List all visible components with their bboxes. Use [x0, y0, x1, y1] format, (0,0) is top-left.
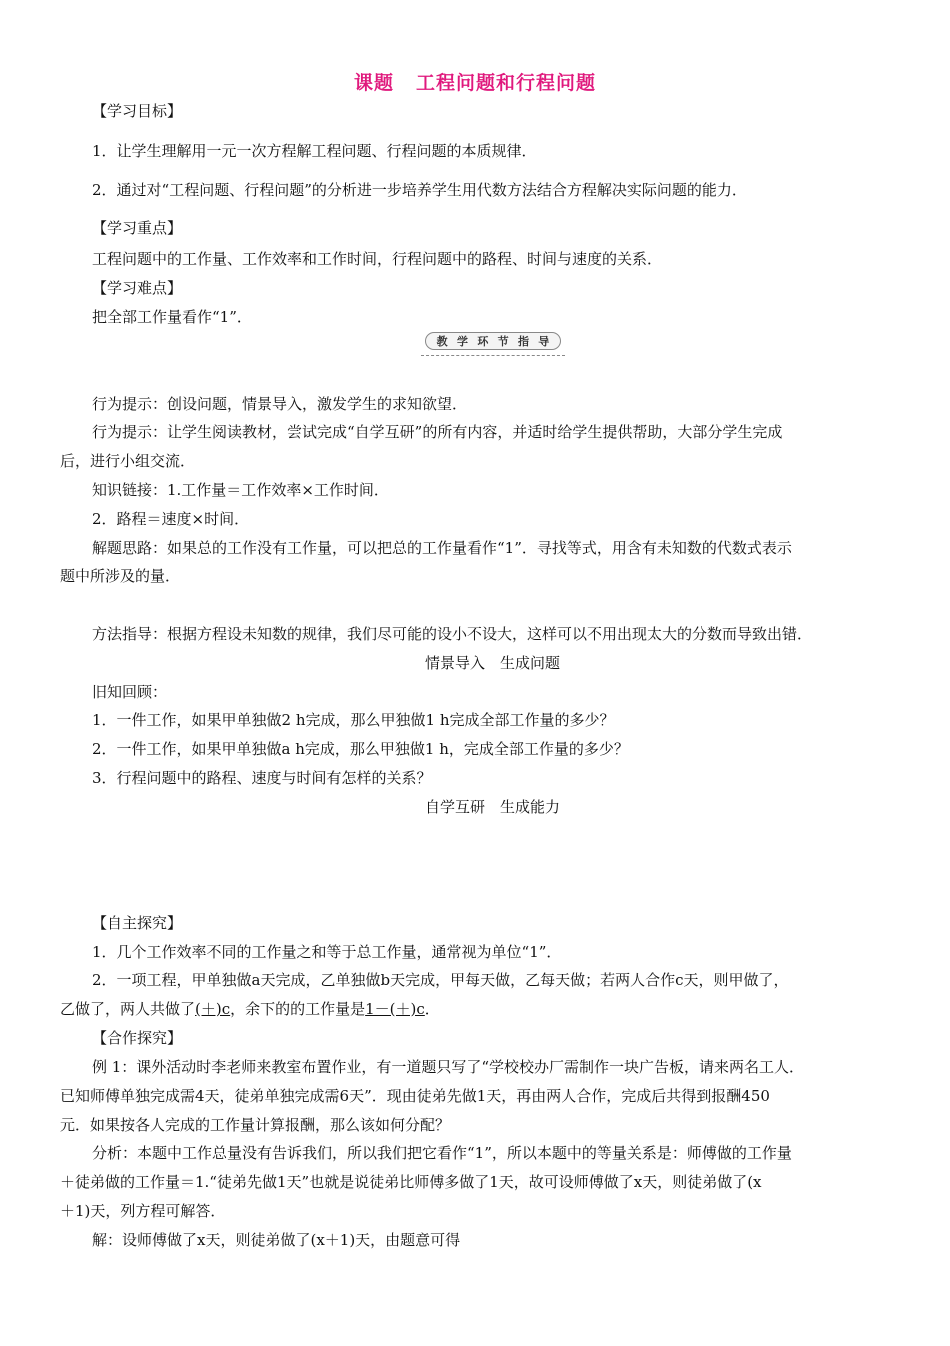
explore-item-2-line1: 2．一项工程，甲单独做a天完成，乙单独做b天完成，甲每天做，乙每天做；若两人合作c天，则甲做了， [92, 971, 789, 989]
badge-dashed-line [421, 355, 565, 356]
analysis-line2: ＋徒弟做的工作量＝1.“徒弟先做1天”也就是说徒弟比师傅多做了1天，故可设师傅做了x天，则徒弟做了(x [60, 1173, 762, 1191]
objective-item-1: 1．让学生理解用一元一次方程解工程问题、行程问题的本质规律． [92, 142, 537, 160]
example1-line3: 元．如果按各人完成的工作量计算报酬，那么该如何分配？ [60, 1116, 451, 1134]
solving-idea-line2: 题中所涉及的量． [60, 567, 181, 585]
knowledge-link-1: 知识链接：1.工作量＝工作效率×工作时间． [92, 481, 389, 499]
title-prefix: 课题 [353, 72, 394, 94]
knowledge-link-2: 2．路程＝速度×时间． [92, 510, 250, 528]
keypoints-heading: 【学习重点】 [92, 219, 183, 237]
review-question-3: 3．行程问题中的路程、速度与时间有怎样的关系？ [92, 769, 432, 787]
review-label: 旧知回顾： [92, 683, 168, 701]
badge-char: 导 [538, 335, 550, 348]
keypoints-text: 工程问题中的工作量、工作效率和工作时间，行程问题中的路程、时间与速度的关系． [92, 250, 663, 268]
answer-blank-1: (＋)c [195, 1000, 231, 1018]
badge-char: 环 [477, 335, 489, 348]
review-question-1: 1．一件工作，如果甲单独做2 h完成，那么甲独做1 h完成全部工作量的多少？ [92, 711, 615, 729]
method-guide: 方法指导：根据方程设未知数的规律，我们尽可能的设小不设大，这样可以不用出现太大的分数而导致出错． [92, 625, 813, 643]
objective-item-2: 2．通过对“工程问题、行程问题”的分析进一步培养学生用代数方法结合方程解决实际问题的能力． [92, 181, 747, 199]
example1-line2: 已知师傅单独完成需4天，徒弟单独完成需6天”．现由徒弟先做1天，再由两人合作，完成后共得到报酬450 [60, 1087, 770, 1105]
explore-heading: 【自主探究】 [92, 914, 183, 932]
answer-blank-2: 1－(＋)c [365, 1000, 425, 1018]
badge-char: 学 [456, 335, 468, 348]
explore-item-1: 1．几个工作效率不同的工作量之和等于总工作量，通常视为单位“1”． [92, 943, 562, 961]
badge-char: 指 [517, 335, 529, 348]
analysis-line1: 分析：本题中工作总量没有告诉我们，所以我们把它看作“1”，所以本题中的等量关系是：师傅做的工作量 [92, 1144, 792, 1162]
teaching-guide-badge [421, 332, 565, 356]
review-question-2: 2．一件工作，如果甲单独做a h完成，那么甲独做1 h，完成全部工作量的多少？ [92, 740, 629, 758]
explore-item-2-line2 [60, 998, 440, 1020]
difficulty-heading: 【学习难点】 [92, 279, 183, 297]
behavior-hint-1: 行为提示：创设问题，情景导入，激发学生的求知欲望． [92, 395, 468, 413]
solution-line: 解：设师傅做了x天，则徒弟做了(x＋1)天，由题意可得 [92, 1231, 461, 1249]
explore-text: 乙做了，两人共做了 [60, 1000, 196, 1018]
title-main: 工程问题和行程问题 [416, 72, 597, 94]
explore-text: ，余下的的工作量是 [230, 1000, 366, 1018]
example1-line1: 例 1：课外活动时李老师来教室布置作业，有一道题只写了“学校校办厂需制作一块广告板，请来两名工人． [92, 1058, 804, 1076]
analysis-line3: ＋1)天，列方程可解答． [60, 1202, 226, 1220]
solving-idea-line1: 解题思路：如果总的工作没有工作量，可以把总的工作量看作“1”．寻找等式，用含有未知数的代数式表示 [92, 539, 792, 557]
badge-char: 节 [497, 335, 509, 348]
explore-text: ． [424, 1000, 440, 1018]
section-heading-intro: 情景导入 生成问题 [424, 654, 560, 672]
cooperate-heading: 【合作探究】 [92, 1029, 183, 1047]
behavior-hint-2-line2: 后，进行小组交流． [60, 452, 196, 470]
page-title [0, 68, 950, 95]
section-heading-study: 自学互研 生成能力 [424, 798, 560, 816]
objectives-heading: 【学习目标】 [92, 102, 183, 120]
behavior-hint-2-line1: 行为提示：让学生阅读教材，尝试完成“自学互研”的所有内容，并适时给学生提供帮助，大部分学生完成 [92, 423, 783, 441]
badge-char: 教 [436, 335, 448, 348]
difficulty-text: 把全部工作量看作“1”． [92, 308, 252, 326]
